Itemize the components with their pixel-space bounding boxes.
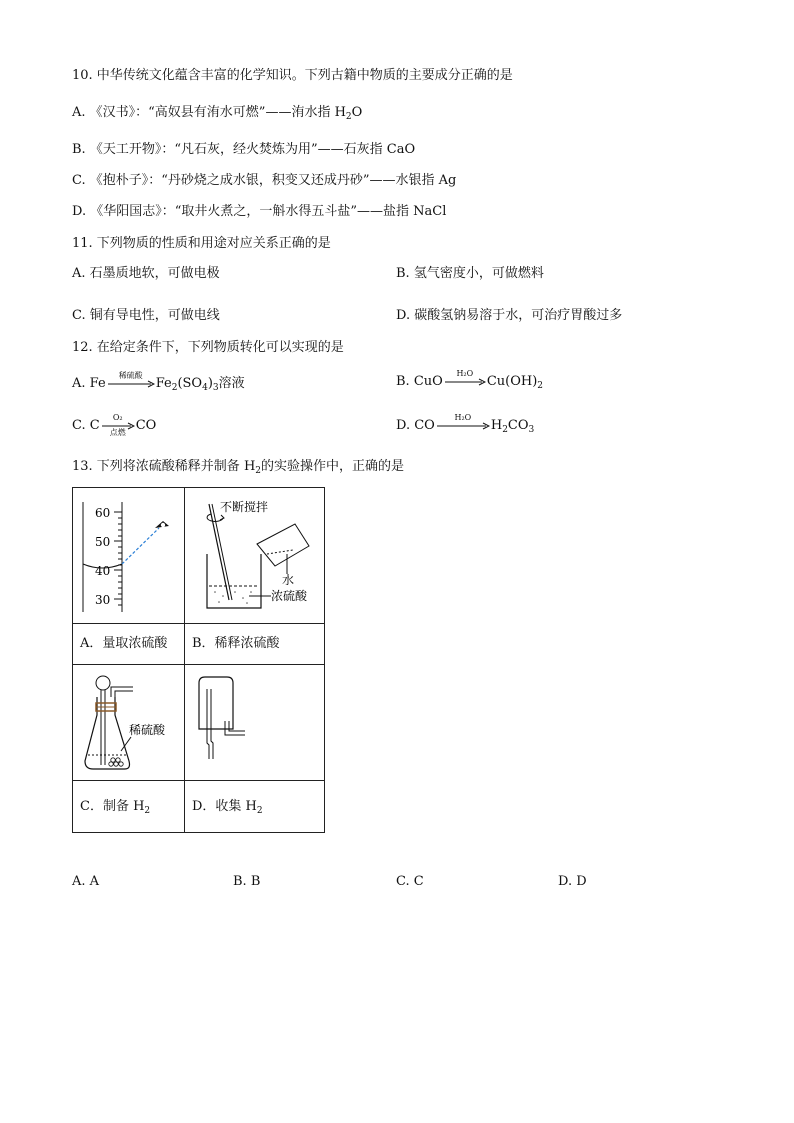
q12-option-b <box>396 368 544 391</box>
q12-option-d <box>396 412 535 435</box>
q12-option-c <box>72 412 157 437</box>
graduated-cylinder-figure <box>73 488 184 623</box>
q12-stem: 12. 在给定条件下，下列物质转化可以实现的是 <box>72 340 344 355</box>
figure-c-label <box>72 780 185 833</box>
inlet-tube <box>207 689 209 759</box>
figure-b-label: B．稀释浓硫酸 <box>184 623 325 665</box>
q12-b-to: Cu(OH) <box>486 374 538 389</box>
q12-c-from: C <box>89 418 100 433</box>
q10-option-c: C. 《抱朴子》：“丹砂烧之成水银，积变又还成丹砂”——水银指 Ag <box>72 173 457 188</box>
tick-label-30: 30 <box>95 593 111 607</box>
q12-d-mid: CO <box>507 418 529 433</box>
q12-a-end: ) <box>207 376 213 391</box>
q12-d-sub2: 3 <box>528 425 535 435</box>
q12-b-label: B. <box>396 374 410 389</box>
q12-c-arrow <box>101 412 135 437</box>
acid-label: 浓硫酸 <box>271 589 308 603</box>
q12-a-label: A. <box>72 376 86 391</box>
figure-a-cell <box>72 487 185 624</box>
eye-icon <box>155 521 169 528</box>
q11-option-a: A. 石墨质地软，可做电极 <box>72 266 220 281</box>
q12-c-cond-top: O₂ <box>112 412 123 422</box>
q12-a-sub3: 3 <box>212 383 219 393</box>
q12-d-cond: H₂O <box>454 412 472 422</box>
acid-dots <box>214 591 252 604</box>
beaker <box>207 554 261 608</box>
q10-option-b: B. 《天工开物》：“凡石灰，经火焚炼为用”——石灰指 CaO <box>72 142 416 157</box>
figure-d-label <box>184 780 325 833</box>
figure-a-label: A．量取浓硫酸 <box>72 623 185 665</box>
figure-c-label-text: C．制备 H <box>80 799 145 814</box>
q12-b-sub: 2 <box>537 381 544 391</box>
q12-a-suffix: 溶液 <box>218 376 245 391</box>
q11-option-c: C. 铜有导电性，可做电线 <box>72 308 220 323</box>
figure-c-cell <box>72 664 185 781</box>
figure-d-cell <box>184 664 325 781</box>
q10-a-post: O <box>351 105 363 120</box>
hydrogen-generator-figure <box>73 665 184 780</box>
q10-a-text: A. 《汉书》：“高奴县有洧水可燃”——洧水指 H <box>72 105 346 120</box>
gas-bottle <box>199 677 233 729</box>
conical-flask <box>85 697 130 769</box>
q13-stem-post: 的实验操作中，正确的是 <box>261 459 405 474</box>
q12-b-cond: H₂O <box>456 368 474 378</box>
q12-a-cond: 稀硫酸 <box>118 370 143 380</box>
gas-collection-figure <box>185 665 324 780</box>
reaction-arrow-icon <box>444 378 486 386</box>
funnel-bulb <box>96 676 110 690</box>
q12-option-a <box>72 370 245 393</box>
q10-stem: 10. 中华传统文化蕴含丰富的化学知识。下列古籍中物质的主要成分正确的是 <box>72 68 513 83</box>
q12-d-sub1: 2 <box>502 425 508 435</box>
sight-line <box>122 528 159 564</box>
q12-c-label: C. <box>72 418 86 433</box>
q10-option-a <box>72 105 362 121</box>
tick-label-50: 50 <box>95 535 111 549</box>
cylinder-scale <box>114 512 122 605</box>
experiment-figure-grid <box>72 487 325 833</box>
q12-b-arrow <box>444 368 486 386</box>
stir-label: 不断搅拌 <box>220 500 269 514</box>
water-label: 水 <box>282 573 295 587</box>
q12-a-sub1: 2 <box>171 383 178 393</box>
reaction-arrow-icon <box>436 422 490 430</box>
delivery-tube <box>111 687 133 697</box>
q11-option-b: B. 氢气密度小，可做燃料 <box>396 266 544 281</box>
q13-answer-b: B. B <box>233 874 261 889</box>
q12-c-cond-bot: 点燃 <box>109 427 126 437</box>
figure-d-label-sub: 2 <box>256 806 263 816</box>
water-beaker <box>257 524 309 566</box>
figure-c-label-sub: 2 <box>144 806 151 816</box>
q11-option-d: D. 碳酸氢钠易溶于水，可治疗胃酸过多 <box>396 308 623 323</box>
q10-a-sub: 2 <box>345 112 352 122</box>
q12-c-to: CO <box>135 418 157 433</box>
q12-d-from: CO <box>414 418 435 433</box>
reaction-arrow-icon <box>107 380 155 388</box>
figure-b-cell <box>184 487 325 624</box>
tick-label-40: 40 <box>95 564 111 578</box>
q12-b-from: CuO <box>413 374 443 389</box>
q11-stem: 11. 下列物质的性质和用途对应关系正确的是 <box>72 236 331 251</box>
q13-answer-a: A. A <box>72 874 100 889</box>
q12-a-arrow <box>107 370 155 388</box>
tick-label-60: 60 <box>95 506 111 520</box>
q13-stem <box>72 459 404 475</box>
q13-stem-sub: 2 <box>255 466 262 476</box>
q13-stem-text: 13. 下列将浓硫酸稀释并制备 H <box>72 459 256 474</box>
figure-d-label-text: D．收集 H <box>192 799 257 814</box>
q13-answer-c: C. C <box>396 874 424 889</box>
q12-d-label: D. <box>396 418 411 433</box>
dilute-acid-label: 稀硫酸 <box>129 723 166 737</box>
q12-d-arrow <box>436 412 490 430</box>
q10-option-d: D. 《华阳国志》：“取井火煮之，一斛水得五斗盐”——盐指 NaCl <box>72 204 447 219</box>
q12-a-to: Fe <box>155 376 172 391</box>
q12-a-mid: (SO <box>177 376 203 391</box>
q12-d-to: H <box>490 418 503 433</box>
q12-a-from: Fe <box>89 376 106 391</box>
dilution-figure <box>185 488 324 623</box>
q12-a-sub2: 4 <box>202 383 208 393</box>
zinc-granules <box>109 758 123 766</box>
outlet-tube <box>225 721 245 735</box>
q13-answer-d: D. D <box>558 874 587 889</box>
